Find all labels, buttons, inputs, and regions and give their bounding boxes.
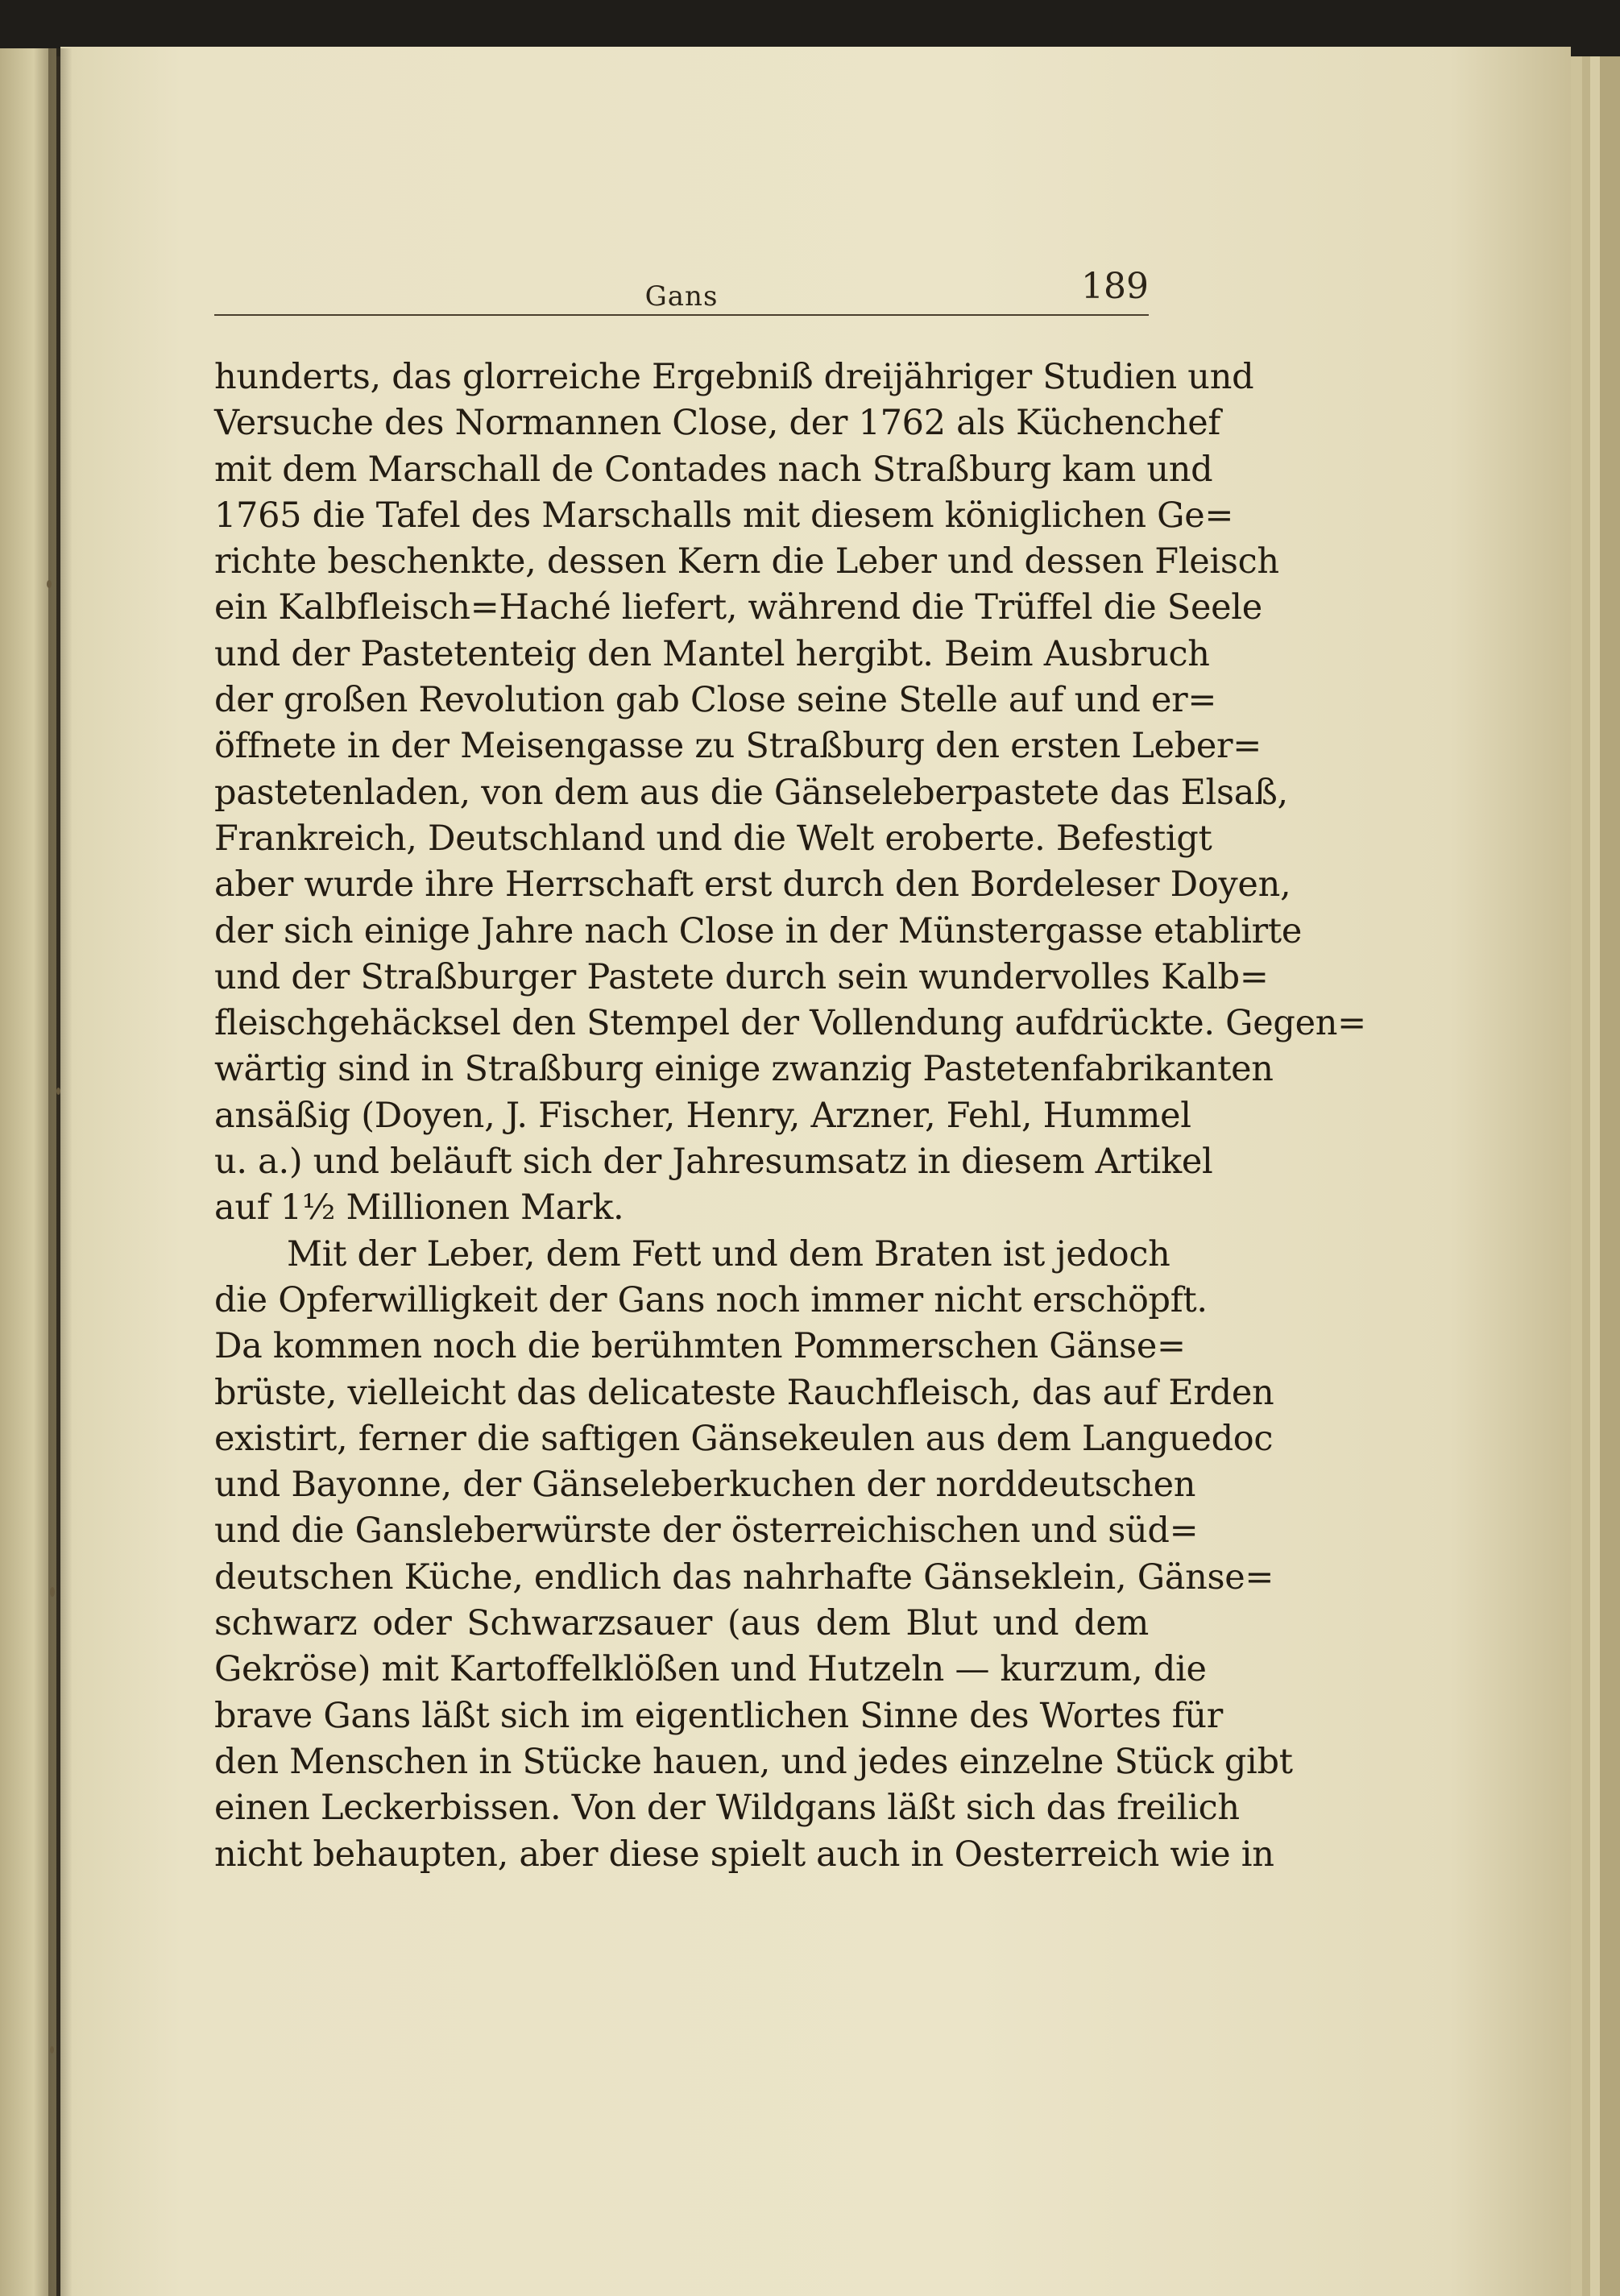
text-line: nicht behaupten, aber diese spielt auch in Oesterreich wie in <box>214 1834 1274 1875</box>
text-line: Versuche des Normannen Close, der 1762 als Küchenchef <box>214 403 1220 444</box>
margin-speck <box>47 580 52 588</box>
text-line: Gekröse) mit Kartoffelklößen und Hutzeln — kurzum, die <box>214 1649 1207 1690</box>
text-line: und der Pastetenteig den Mantel hergibt. Beim Ausbruch <box>214 633 1210 674</box>
text-line: die Opferwilligkeit der Gans noch immer nicht erschöpft. <box>214 1279 1208 1320</box>
text-line: 1765 die Tafel des Marschalls mit diesem königlichen Ge= <box>214 495 1234 536</box>
body-text <box>214 354 1366 1878</box>
text-line: aber wurde ihre Herrschaft erst durch den Bordeleser Doyen, <box>214 864 1291 906</box>
text-line: ein Kalbfleisch=Haché liefert, während die Trüffel die Seele <box>214 587 1262 628</box>
margin-speck <box>50 2046 54 2054</box>
text-line: der großen Revolution gab Close seine Stelle auf und er= <box>214 680 1217 721</box>
text-line: einen Leckerbissen. Von der Wildgans läßt sich das freilich <box>214 1788 1240 1829</box>
page-stack-edge <box>1582 56 1590 2296</box>
text-line: Da kommen noch die berühmten Pommerschen Gänse= <box>214 1326 1186 1367</box>
margin-speck <box>50 1587 55 1597</box>
header-rule <box>214 314 1149 316</box>
page-header <box>214 266 1149 314</box>
text-line: und der Straßburger Pastete durch sein wundervolles Kalb= <box>214 956 1269 997</box>
text-line: Frankreich, Deutschland und die Welt eroberte. Befestigt <box>214 818 1212 859</box>
spine-shadow <box>48 48 73 2296</box>
text-line: pastetenladen, von dem aus die Gänseleberpastete das Elsaß, <box>214 772 1288 813</box>
text-line: deutschen Küche, endlich das nahrhafte Gänseklein, Gänse= <box>214 1556 1274 1598</box>
text-line: u. a.) und beläuft sich der Jahresumsatz in diesem Artikel <box>214 1142 1213 1183</box>
text-line: schwarz oder Schwarzsauer (aus dem Blut und dem <box>214 1603 1149 1644</box>
text-line: brave Gans läßt sich im eigentlichen Sinne des Wortes für <box>214 1695 1223 1736</box>
text-line: auf 1½ Millionen Mark. <box>214 1187 624 1229</box>
text-line: der sich einige Jahre nach Close in der Münstergasse etablirte <box>214 910 1303 951</box>
text-line: fleischgehäcksel den Stempel der Vollendung aufdrückte. Gegen= <box>214 1003 1366 1044</box>
page-stack-edge <box>1600 56 1620 2296</box>
text-line: Mit der Leber, dem Fett und dem Braten ist jedoch <box>287 1233 1170 1274</box>
text-line: richte beschenkte, dessen Kern die Leber und dessen Fleisch <box>214 541 1279 582</box>
margin-speck <box>56 1088 60 1095</box>
text-line: den Menschen in Stücke hauen, und jedes einzelne Stück gibt <box>214 1741 1293 1782</box>
text-line: ansäßig (Doyen, J. Fischer, Henry, Arzner, Fehl, Hummel <box>214 1095 1191 1136</box>
text-line: wärtig sind in Straßburg einige zwanzig Pastetenfabrikanten <box>214 1049 1274 1090</box>
page-stack-edge <box>1571 56 1582 2296</box>
page-number: 189 <box>1081 266 1149 307</box>
text-line: und Bayonne, der Gänseleberkuchen der norddeutschen <box>214 1465 1196 1506</box>
text-line: mit dem Marschall de Contades nach Straßburg kam und <box>214 449 1213 490</box>
text-line: öffnete in der Meisengasse zu Straßburg den ersten Leber= <box>214 726 1262 767</box>
text-line: brüste, vielleicht das delicateste Rauchfleisch, das auf Erden <box>214 1372 1274 1413</box>
running-title: Gans <box>644 280 719 313</box>
text-line: hunderts, das glorreiche Ergebniß dreijähriger Studien und <box>214 357 1254 397</box>
text-line: existirt, ferner die saftigen Gänsekeulen aus dem Languedoc <box>214 1418 1274 1459</box>
page-stack-edge <box>1590 56 1600 2296</box>
text-line: und die Gansleberwürste der österreichischen und süd= <box>214 1511 1199 1552</box>
